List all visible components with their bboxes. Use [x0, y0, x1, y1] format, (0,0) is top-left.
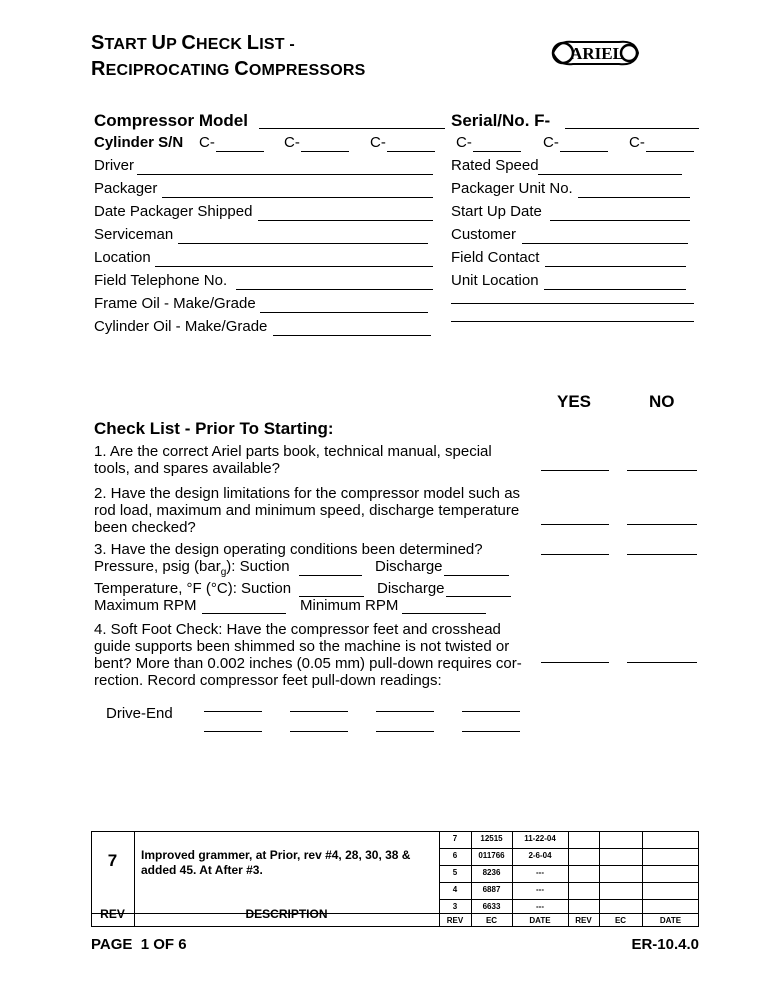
compressor-model-label: Compressor Model [94, 111, 248, 130]
yes-header: YES [557, 392, 592, 411]
packager-field[interactable] [162, 197, 433, 198]
pulldown-field[interactable] [462, 711, 520, 712]
compressor-model-field[interactable] [259, 128, 445, 129]
q4-yes-field[interactable] [541, 662, 609, 663]
pulldown-field[interactable] [204, 731, 262, 732]
q1-no-field[interactable] [627, 470, 697, 471]
q2-yes-field[interactable] [541, 524, 609, 525]
history-rev: 3 [452, 902, 458, 911]
cyl-prefix: C- [370, 134, 386, 151]
page-subtitle: RECIPROCATING COMPRESSORS [91, 58, 366, 80]
start-up-date-label: Start Up Date [451, 203, 542, 220]
pulldown-field[interactable] [376, 711, 434, 712]
driver-label: Driver [94, 157, 134, 174]
history-rev: 6 [452, 851, 458, 860]
frame-oil-label: Frame Oil - Make/Grade [94, 295, 256, 312]
field-contact-field[interactable] [545, 266, 686, 267]
question-3: 3. Have the design operating conditions been determined? [94, 541, 483, 558]
pulldown-field[interactable] [462, 731, 520, 732]
history-ec-header: EC [614, 916, 627, 925]
q3-max-rpm-label: Maximum RPM [94, 597, 197, 614]
history-rev: 5 [452, 868, 458, 877]
history-ec: 8236 [482, 868, 501, 877]
history-rev-header: REV [446, 916, 464, 925]
unit-location-field[interactable] [544, 289, 686, 290]
history-ec-header: EC [485, 916, 498, 925]
driver-field[interactable] [137, 174, 433, 175]
customer-field[interactable] [522, 243, 688, 244]
temperature-discharge-field[interactable] [446, 596, 511, 597]
rated-speed-field[interactable] [538, 174, 682, 175]
history-rev: 7 [452, 834, 458, 843]
pulldown-field[interactable] [376, 731, 434, 732]
history-rev-header: REV [575, 916, 592, 925]
cylinder-field[interactable] [473, 151, 521, 152]
q3-no-field[interactable] [627, 554, 697, 555]
document-id: ER-10.4.0 [631, 936, 699, 953]
question-2: 2. Have the design limitations for the compressor model such as rod load, maximum and minimum speed, discharge temperature been checked? [94, 485, 521, 536]
cyl-prefix: C- [284, 134, 300, 151]
unit-location-label: Unit Location [451, 272, 539, 289]
q3-temperature-discharge-label: Discharge [377, 580, 445, 597]
q3-temperature-label: Temperature, °F (°C): Suction [94, 580, 292, 597]
svg-text:ARIEL: ARIEL [570, 44, 624, 63]
question-4: 4. Soft Foot Check: Have the compressor feet and crosshead guide supports been shimmed so the machine is not twisted or bent? More than 0.002 inches (0.05 mm) pull-down requires cor-rection. Record compressor feet pull-down readings: [94, 621, 522, 689]
cyl-prefix: C- [543, 134, 559, 151]
pressure-discharge-field[interactable] [444, 575, 509, 576]
history-ec: 011766 [478, 851, 505, 860]
history-date-header: DATE [529, 916, 551, 925]
pressure-suction-field[interactable] [299, 575, 362, 576]
drive-end-label: Drive-End [106, 705, 173, 722]
frame-oil-field[interactable] [260, 312, 428, 313]
min-rpm-field[interactable] [402, 613, 486, 614]
cylinder-field[interactable] [301, 151, 349, 152]
current-rev: 7 [107, 851, 118, 870]
packager-label: Packager [94, 180, 158, 197]
history-ec: 12515 [480, 834, 503, 843]
rev-header: REV [100, 907, 125, 921]
cyl-prefix: C- [629, 134, 645, 151]
extra-field[interactable] [451, 321, 694, 322]
cylinder-oil-field[interactable] [273, 335, 431, 336]
customer-label: Customer [451, 226, 517, 243]
serviceman-field[interactable] [178, 243, 428, 244]
pulldown-field[interactable] [290, 711, 348, 712]
field-telephone-field[interactable] [236, 289, 433, 290]
packager-unit-label: Packager Unit No. [451, 180, 573, 197]
cyl-prefix: C- [456, 134, 472, 151]
history-date: 11-22-04 [524, 834, 556, 843]
history-date: 2-6-04 [528, 851, 552, 860]
cylinder-field[interactable] [646, 151, 694, 152]
field-telephone-label: Field Telephone No. [94, 272, 228, 289]
rated-speed-label: Rated Speed [451, 157, 539, 174]
pulldown-field[interactable] [204, 711, 262, 712]
q1-yes-field[interactable] [541, 470, 609, 471]
serial-no-label: Serial/No. F- [451, 111, 551, 130]
revision-description: Improved grammer, at Prior, rev #4, 28, 30, 38 & added 45. At After #3. [141, 848, 411, 877]
date-packager-shipped-field[interactable] [258, 220, 433, 221]
cyl-prefix: C- [199, 134, 215, 151]
q3-pressure-discharge-label: Discharge [375, 558, 443, 575]
q3-min-rpm-label: Minimum RPM [300, 597, 399, 614]
history-ec: 6887 [482, 885, 501, 894]
location-label: Location [94, 249, 151, 266]
cylinder-sn-label: Cylinder S/N [94, 134, 184, 151]
serial-no-field[interactable] [565, 128, 699, 129]
q2-no-field[interactable] [627, 524, 697, 525]
packager-unit-field[interactable] [578, 197, 690, 198]
history-ec: 6633 [482, 902, 501, 911]
serviceman-label: Serviceman [94, 226, 174, 243]
location-field[interactable] [155, 266, 433, 267]
history-date: --- [536, 902, 544, 911]
pulldown-field[interactable] [290, 731, 348, 732]
question-1: 1. Are the correct Ariel parts book, technical manual, special tools, and spares available? [94, 443, 492, 477]
no-header: NO [649, 392, 675, 411]
revision-table [91, 831, 699, 927]
start-up-date-field[interactable] [550, 220, 690, 221]
date-packager-shipped-label: Date Packager Shipped [94, 203, 253, 220]
cylinder-oil-label: Cylinder Oil - Make/Grade [94, 318, 268, 335]
cylinder-field[interactable] [216, 151, 264, 152]
history-rev: 4 [452, 885, 458, 894]
page-number: PAGE 1 OF 6 [91, 936, 187, 953]
q4-no-field[interactable] [627, 662, 697, 663]
history-date: --- [536, 885, 544, 894]
ariel-logo [549, 36, 641, 70]
cylinder-field[interactable] [560, 151, 608, 152]
history-date-header: DATE [659, 916, 682, 925]
extra-field[interactable] [451, 303, 694, 304]
checklist-heading: Check List - Prior To Starting: [94, 419, 334, 438]
max-rpm-field[interactable] [202, 613, 286, 614]
q3-pressure-label: Pressure, psig (bar$_g$): Suction [94, 558, 290, 578]
q3-yes-field[interactable] [541, 554, 609, 555]
cylinder-field[interactable] [387, 151, 435, 152]
page-title: START UP CHECK LIST - [91, 32, 295, 54]
history-date: --- [536, 868, 544, 877]
field-contact-label: Field Contact [451, 249, 540, 266]
description-header: DESCRIPTION [245, 907, 328, 921]
